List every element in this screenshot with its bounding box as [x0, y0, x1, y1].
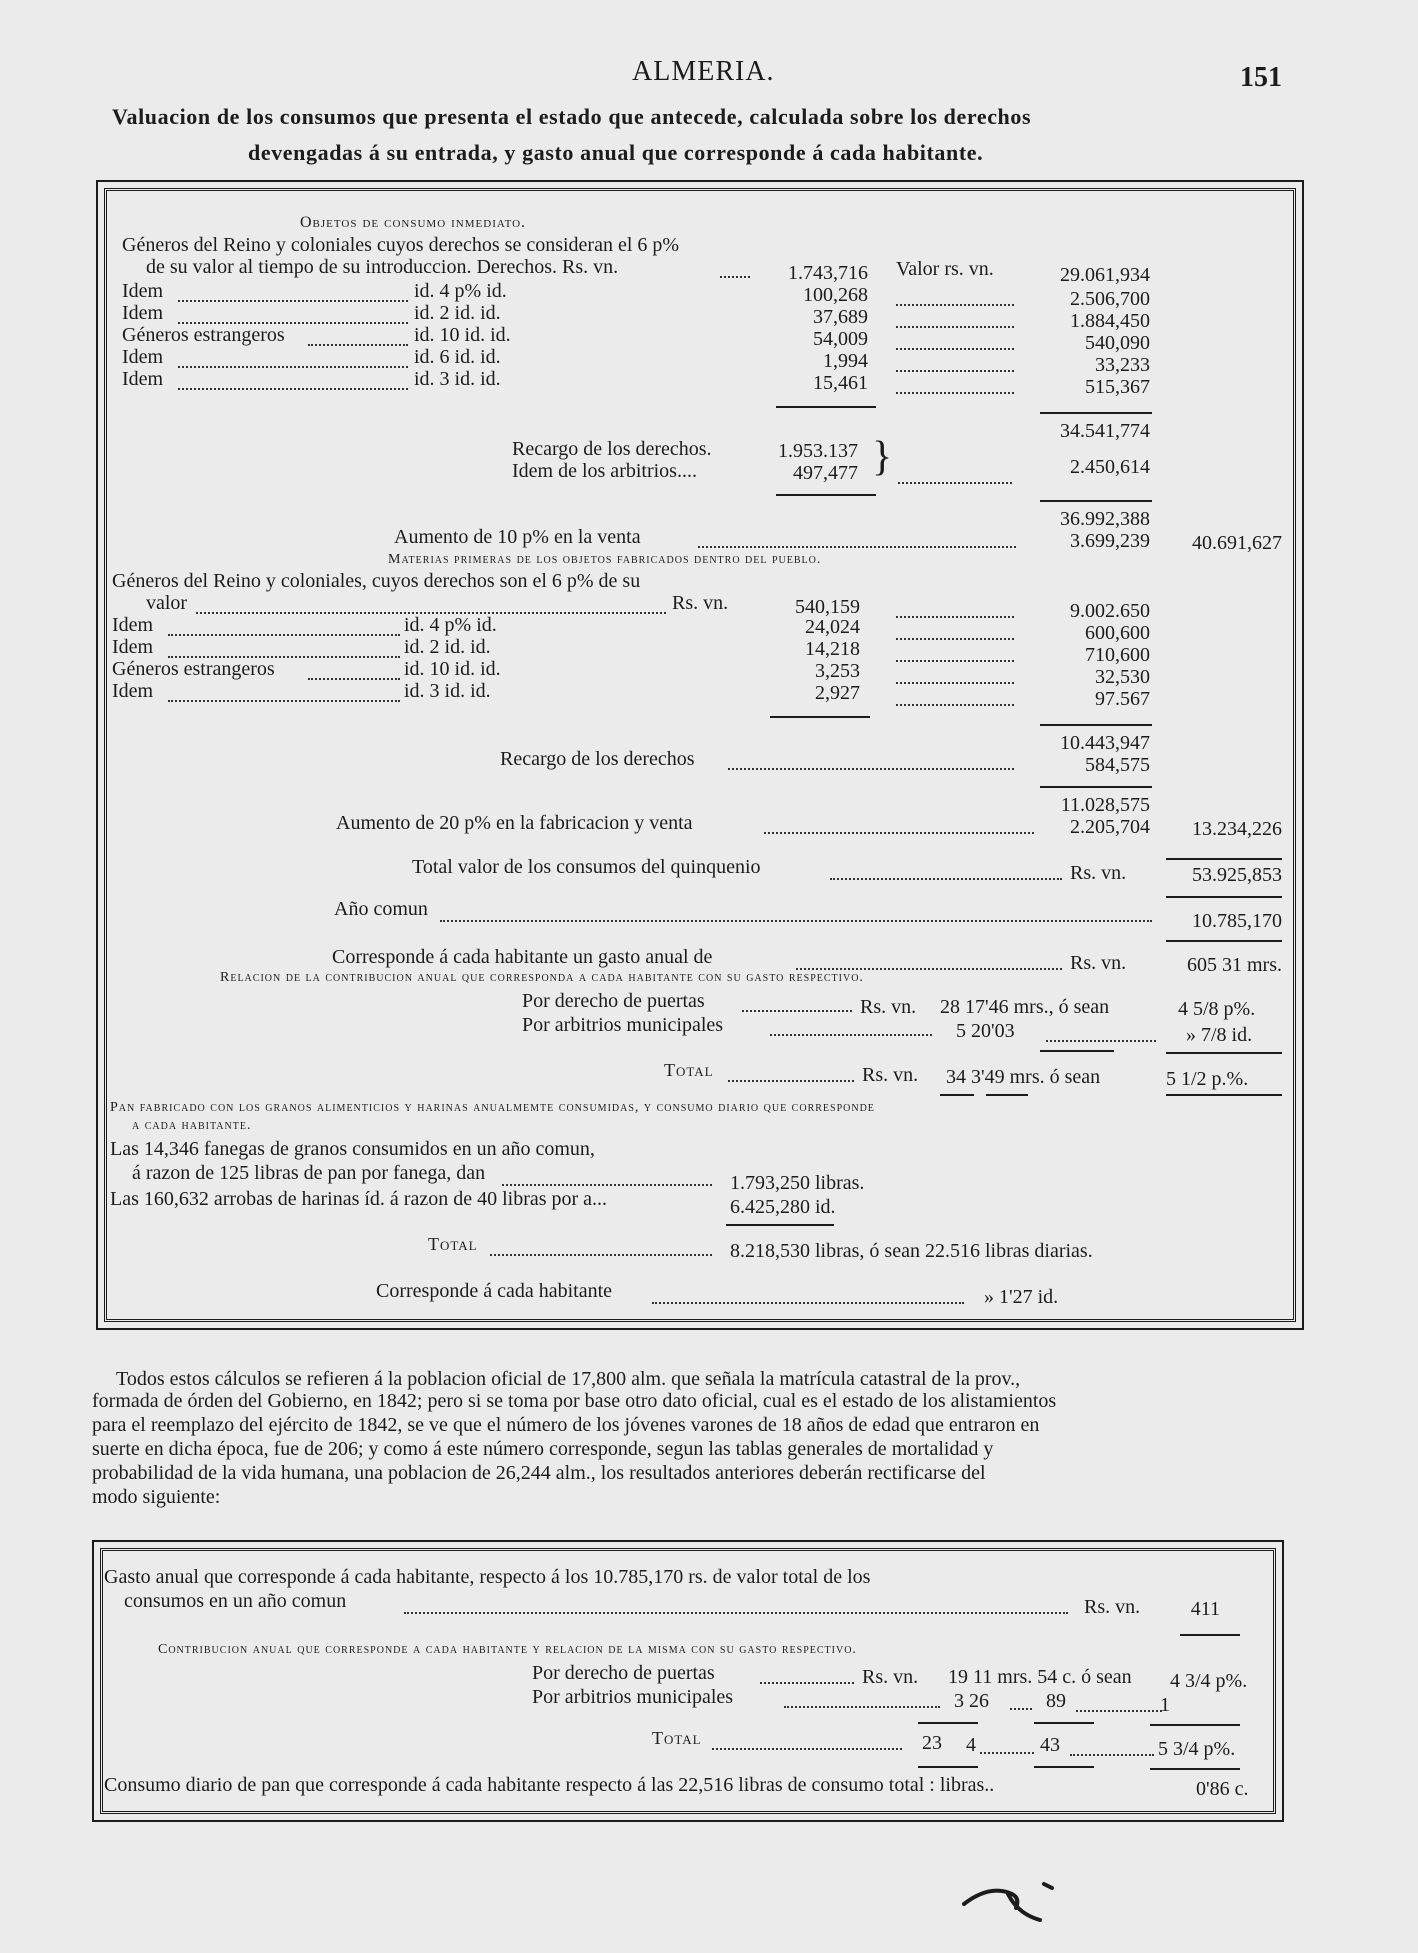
dot-leader: [770, 1034, 932, 1036]
box2-total-a: 23: [922, 1732, 942, 1754]
rule: [1180, 1634, 1240, 1636]
rule: [1150, 1724, 1240, 1726]
dot-leader: [764, 832, 1034, 834]
s2-row-value: 600,600: [1085, 622, 1150, 644]
rule: [1166, 1094, 1282, 1096]
rel-total-label: Total: [664, 1060, 714, 1080]
section1-intro-line1: Géneros del Reino y coloniales cuyos derechos se consideran el 6 p%: [122, 234, 680, 256]
s1-row-pct: id. 10 id. id.: [414, 324, 511, 346]
pan-habitante: » 1'27 id.: [984, 1286, 1059, 1308]
box2-gasto-line2: consumos en un año comun: [124, 1590, 347, 1612]
dot-leader: [896, 326, 1014, 328]
rel-arbitrios-label: Por arbitrios municipales: [522, 1014, 724, 1036]
rule: [776, 406, 876, 408]
dot-leader: [980, 1752, 1034, 1754]
dot-leader: [698, 546, 1016, 548]
s1-row-label: Idem: [122, 346, 164, 368]
s2-row-duty: 3,253: [815, 660, 860, 682]
s2-row-label: Géneros estrangeros: [112, 658, 275, 680]
s2-recargo: 584,575: [1085, 754, 1150, 776]
rule: [986, 1094, 1028, 1096]
dot-leader: [896, 616, 1014, 618]
dot-leader: [652, 1302, 964, 1304]
s2-row-label: Idem: [112, 614, 154, 636]
box2-puertas-value: 19 11 mrs. 54 c. ó sean: [948, 1666, 1132, 1688]
rel-total-unit: Rs. vn.: [862, 1064, 919, 1086]
box2-heading: Contribucion anual que corresponde a cada habitante y relacion de la misma con su gasto respectivo.: [158, 1642, 857, 1657]
section1-intro-line2: de su valor al tiempo de su introduccion. Derechos. Rs. vn.: [146, 256, 619, 278]
box2-arbitrios-label: Por arbitrios municipales: [532, 1686, 734, 1708]
rule: [1034, 1766, 1094, 1768]
s1-row-label: Idem: [122, 368, 164, 390]
aumento-label: Aumento de 10 p% en la venta: [394, 526, 641, 548]
s1-row-label: Géneros estrangeros: [122, 324, 285, 346]
rel-arbitrios-pct: » 7/8 id.: [1186, 1024, 1253, 1046]
rule: [1166, 858, 1282, 860]
rule: [918, 1766, 978, 1768]
s2-first-duty: 540,159: [795, 596, 860, 618]
dot-leader: [728, 768, 1014, 770]
dot-leader: [712, 1748, 902, 1750]
s1-row-pct: id. 2 id. id.: [414, 302, 501, 324]
box2-pan-line: Consumo diario de pan que corresponde á cada habitante respecto á las 22,516 libras de consumo total : libras..: [104, 1774, 995, 1796]
s1-row-label: Idem: [122, 302, 164, 324]
s1-row-value: 540,090: [1085, 332, 1150, 354]
paragraph-line-4: suerte en dicha época, fue de 206; y como á este número corresponde, segun las tablas generales de mortalidad y: [92, 1438, 994, 1460]
box2-total-pct: 5 3/4 p%.: [1158, 1738, 1236, 1760]
pan-habitante-label: Corresponde á cada habitante: [376, 1280, 613, 1302]
rule: [1040, 412, 1152, 414]
box2-puertas-unit: Rs. vn.: [862, 1666, 919, 1688]
box2-arbitrios-value: 3 26: [954, 1690, 989, 1712]
box2-total-c: 43: [1040, 1734, 1060, 1756]
rel-puertas-label: Por derecho de puertas: [522, 990, 705, 1012]
paragraph-line-3: para el reemplazo del ejército de 1842, se ve que el número de los jóvenes varones de 18 años de edad que entraron en: [92, 1414, 1040, 1436]
rel-puertas-value: 28 17'46 mrs., ó sean: [940, 996, 1110, 1018]
total-label: Total valor de los consumos del quinquenio: [412, 856, 761, 878]
ano-label: Año comun: [334, 898, 428, 920]
s1-row-pct: id. 4 p% id.: [414, 280, 507, 302]
s1-row-value: 33,233: [1095, 354, 1150, 376]
s2-row-label: Idem: [112, 680, 154, 702]
pan-line3: Las 160,632 arrobas de harinas íd. á razon de 40 libras por a...: [110, 1188, 608, 1210]
rel-total-pct: 5 1/2 p.%.: [1166, 1068, 1249, 1090]
dot-leader: [896, 392, 1014, 394]
ink-mark-icon: [960, 1864, 1070, 1934]
rs-vn-label: Rs. vn.: [672, 592, 729, 614]
pan-heading-line2: a cada habitante.: [132, 1118, 252, 1133]
pan-total: 8.218,530 libras, ó sean 22.516 libras diarias.: [730, 1240, 1093, 1262]
gasto-value: 605 31 mrs.: [1187, 954, 1282, 976]
rule: [770, 716, 870, 718]
s1-row-duty: 54,009: [813, 328, 868, 350]
dot-leader: [830, 878, 1062, 880]
paragraph-line-5: probabilidad de la vida humana, una poblacion de 26,244 alm., los resultados anteriores deberán rectificarse del: [92, 1462, 986, 1484]
total-unit: Rs. vn.: [1070, 862, 1127, 884]
dot-leader: [168, 634, 400, 636]
box2-total-b: 4: [966, 1734, 976, 1756]
dot-leader: [760, 1682, 854, 1684]
s2-section-total: 13.234,226: [1192, 818, 1282, 840]
s1-section-total: 40.691,627: [1192, 532, 1282, 554]
recargo-arbitrios-label: Idem de los arbitrios....: [512, 460, 697, 482]
dot-leader: [178, 366, 408, 368]
s1-first-duty: 1.743,716: [788, 262, 868, 284]
s2-subtotal2: 11.028,575: [1060, 794, 1150, 816]
box2-gasto-line1: Gasto anual que corresponde á cada habitante, respecto á los 10.785,170 rs. de valor total de los: [104, 1566, 871, 1588]
pan-total-label: Total: [428, 1234, 478, 1254]
box2-gasto-unit: Rs. vn.: [1084, 1596, 1141, 1618]
dot-leader: [404, 1612, 1068, 1614]
rule: [1040, 724, 1152, 726]
rule: [1040, 500, 1152, 502]
dot-leader: [1076, 1710, 1162, 1712]
dot-leader: [896, 370, 1014, 372]
s2-row-duty: 24,024: [805, 616, 860, 638]
dot-leader: [1046, 1040, 1156, 1042]
dot-leader: [896, 704, 1014, 706]
rule: [1034, 1722, 1094, 1724]
ano-value: 10.785,170: [1192, 910, 1282, 932]
pan-heading-line1: Pan fabricado con los granos alimenticios y harinas anualmemte consumidas, y consumo diario que corresponde: [110, 1100, 875, 1115]
dot-leader: [308, 344, 408, 346]
box2-total-label: Total: [652, 1728, 702, 1748]
dot-leader: [1070, 1754, 1154, 1756]
dot-leader: [896, 638, 1014, 640]
box2-gasto: 411: [1190, 1598, 1220, 1620]
s1-subtotal2: 36.992,388: [1060, 508, 1150, 530]
dot-leader: [720, 276, 750, 278]
rule: [1150, 1768, 1240, 1770]
dot-leader: [178, 388, 408, 390]
s2-row-label: Idem: [112, 636, 154, 658]
dot-leader: [308, 678, 400, 680]
s2-row-value: 97.567: [1095, 688, 1150, 710]
gasto-label: Corresponde á cada habitante un gasto anual de: [332, 946, 713, 968]
dot-leader: [1010, 1708, 1032, 1710]
dot-leader: [784, 1706, 940, 1708]
dot-leader: [896, 682, 1014, 684]
subtitle-line-2: devengadas á su entrada, y gasto anual que corresponde á cada habitante.: [248, 140, 984, 165]
s2-row-duty: 2,927: [815, 682, 860, 704]
pan-line1: Las 14,346 fanegas de granos consumidos en un año comun,: [110, 1138, 595, 1160]
s1-row-duty: 37,689: [813, 306, 868, 328]
rule: [1040, 1050, 1114, 1052]
s2-row-value: 710,600: [1085, 644, 1150, 666]
subtitle-line-1: Valuacion de los consumos que presenta el estado que antecede, calculada sobre los derechos: [112, 104, 1032, 129]
s1-row-duty: 100,268: [803, 284, 868, 306]
s1-subtotal: 34.541,774: [1060, 420, 1150, 442]
dot-leader: [178, 300, 408, 302]
pan-line2: á razon de 125 libras de pan por fanega, dan: [132, 1162, 486, 1184]
rel-arbitrios-value: 5 20'03: [956, 1020, 1015, 1042]
s2-row-pct: id. 4 p% id.: [404, 614, 497, 636]
rule: [1166, 896, 1282, 898]
s2-row-pct: id. 2 id. id.: [404, 636, 491, 658]
dot-leader: [896, 348, 1014, 350]
paragraph-line-6: modo siguiente:: [92, 1486, 221, 1508]
recargo-total: 2.450,614: [1070, 456, 1150, 478]
valor-label: Valor rs. vn.: [896, 258, 994, 280]
rule: [918, 1722, 978, 1724]
s2-row-pct: id. 10 id. id.: [404, 658, 501, 680]
total-value: 53.925,853: [1192, 864, 1282, 886]
pan-value2: 6.425,280 id.: [730, 1196, 836, 1218]
dot-leader: [728, 1080, 854, 1082]
section1-heading: Objetos de consumo inmediato.: [300, 214, 527, 231]
s2-first-value: 9.002.650: [1070, 600, 1150, 622]
recargo-arbitrios: 497,477: [793, 462, 858, 484]
dot-leader: [896, 304, 1014, 306]
rule: [726, 1224, 834, 1226]
s2-subtotal: 10.443,947: [1060, 732, 1150, 754]
rel-total-value: 34 3'49 mrs. ó sean: [946, 1066, 1101, 1088]
section2-intro-line1: Géneros del Reino y coloniales, cuyos derechos son el 6 p% de su: [112, 570, 641, 592]
rel-puertas-unit: Rs. vn.: [860, 996, 917, 1018]
dot-leader: [490, 1254, 712, 1256]
s1-row-value: 2.506,700: [1070, 288, 1150, 310]
dot-leader: [502, 1184, 712, 1186]
paragraph-line-2: formada de órden del Gobierno, en 1842; pero si se toma por base otro dato oficial, cual es el estado de los alistamientos: [92, 1390, 1057, 1412]
recargo-derechos-label: Recargo de los derechos.: [512, 438, 712, 460]
page-title: ALMERIA.: [632, 56, 775, 87]
rule: [1040, 786, 1152, 788]
dot-leader: [742, 1010, 852, 1012]
s1-row-pct: id. 6 id. id.: [414, 346, 501, 368]
s1-row-duty: 15,461: [813, 372, 868, 394]
pan-value1: 1.793,250 libras.: [730, 1172, 865, 1194]
rule: [1166, 940, 1282, 942]
box2-arbitrios-pct: 1: [1160, 1694, 1170, 1716]
box2-arbitrios-c: 89: [1046, 1690, 1066, 1712]
section2-heading: Materias primeras de los objetos fabricados dentro del pueblo.: [388, 552, 822, 567]
s2-aumento: 2.205,704: [1070, 816, 1150, 838]
dot-leader: [440, 920, 1152, 922]
s2-row-value: 32,530: [1095, 666, 1150, 688]
dot-leader: [168, 700, 400, 702]
s2-row-pct: id. 3 id. id.: [404, 680, 491, 702]
brace-icon: }: [872, 434, 893, 480]
section2-intro-line2: valor: [146, 592, 188, 614]
s1-row-duty: 1,994: [823, 350, 868, 372]
relacion-heading: Relacion de la contribucion anual que corresponda a cada habitante con su gasto respectivo.: [220, 970, 864, 985]
s2-recargo-label: Recargo de los derechos: [500, 748, 695, 770]
s2-aumento-label: Aumento de 20 p% en la fabricacion y venta: [336, 812, 693, 834]
s1-row-value: 515,367: [1085, 376, 1150, 398]
box2-pan-value: 0'86 c.: [1196, 1778, 1249, 1800]
page-number: 151: [1240, 62, 1282, 93]
s1-row-label: Idem: [122, 280, 164, 302]
dot-leader: [896, 660, 1014, 662]
s1-aumento: 3.699,239: [1070, 530, 1150, 552]
s1-row-value: 1.884,450: [1070, 310, 1150, 332]
s2-row-duty: 14,218: [805, 638, 860, 660]
s1-row-pct: id. 3 id. id.: [414, 368, 501, 390]
rule: [776, 494, 876, 496]
dot-leader: [898, 482, 1012, 484]
recargo-derechos: 1.953.137: [778, 440, 858, 462]
rule: [940, 1094, 974, 1096]
box2-puertas-label: Por derecho de puertas: [532, 1662, 715, 1684]
rel-puertas-pct: 4 5/8 p%.: [1178, 998, 1256, 1020]
gasto-unit: Rs. vn.: [1070, 952, 1127, 974]
paragraph-line-1: Todos estos cálculos se refieren á la poblacion oficial de 17,800 alm. que señala la matrícula catastral de la prov.,: [116, 1368, 1021, 1390]
s1-first-value: 29.061,934: [1060, 264, 1150, 286]
box2-puertas-pct: 4 3/4 p%.: [1170, 1670, 1248, 1692]
rule: [1166, 1052, 1282, 1054]
